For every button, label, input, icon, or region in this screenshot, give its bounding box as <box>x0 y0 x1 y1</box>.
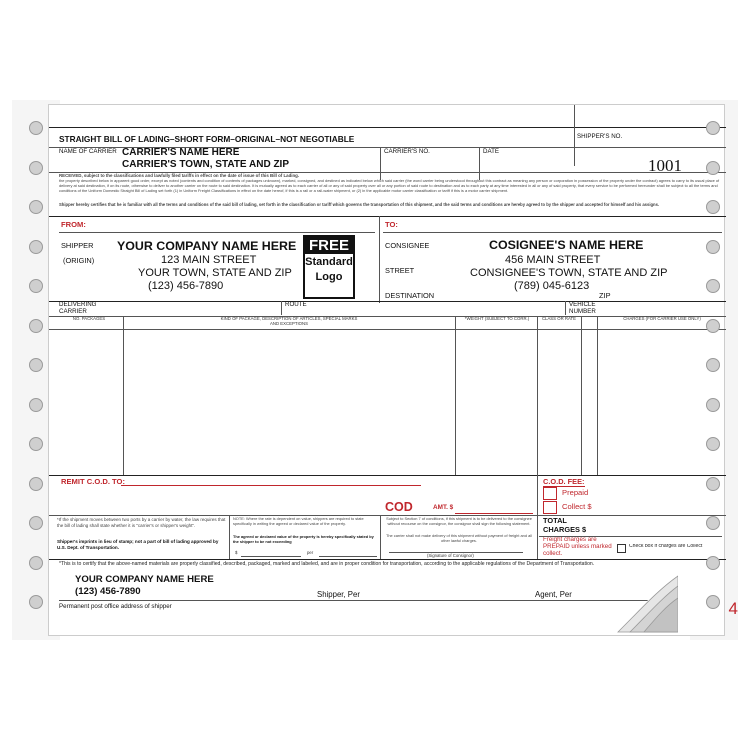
collect-label: Collect $ <box>562 502 592 511</box>
route-label: ROUTE <box>285 301 307 308</box>
prepaid-label: Prepaid <box>562 488 589 497</box>
declared-value-note: The agreed or declared value of the property is hereby specifically stated by the shipper to be not exceeding <box>233 535 374 544</box>
right-feed-hole <box>706 121 720 135</box>
origin-label: (ORIGIN) <box>63 256 95 265</box>
water-note: *If the shipment moves between two ports by a carrier by water, the law requires that the bill of lading shall state whether it is "carrier's or shipper's weight". <box>57 517 226 528</box>
cod-fee-label: C.O.D. FEE: <box>543 477 585 486</box>
vehicle-number-label: VEHICLE NUMBER <box>569 301 596 315</box>
right-feed-hole <box>706 319 720 333</box>
consignee-label: CONSIGNEE <box>385 241 430 250</box>
carrier-town[interactable]: CARRIER'S TOWN, STATE AND ZIP <box>122 159 290 170</box>
charges-header: CHARGES (FOR CARRIER USE ONLY) <box>623 316 701 321</box>
shipper-street[interactable]: 123 MAIN STREET <box>161 254 257 266</box>
left-feed-hole <box>29 161 43 175</box>
page-curl-carbon-copies <box>612 572 678 634</box>
total-label: TOTAL <box>543 516 567 525</box>
check-box-note: Check box if charges are Collect <box>629 544 703 549</box>
terms-certify: Shipper hereby certifies that he is familiar with all the terms and conditions of the said bill of lading, set forth in the classification or tariff which governs the transportation of this shipment, and the said terms and conditions are hereby agreed to by the shipper and accepted for himself and his assigns. <box>59 202 660 207</box>
cod-amount-label: AMT. $ <box>433 504 454 511</box>
shipper-label: SHIPPER <box>61 241 94 250</box>
left-feed-hole <box>29 279 43 293</box>
footer-certification: *This is to certify that the above-named materials are properly classified, described, packaged, marked and labeled, and are in proper condition for transportation, according to the applicable regulations of the Department of Transportation. <box>59 561 595 567</box>
prepaid-checkbox[interactable] <box>543 487 557 500</box>
footer-phone[interactable]: (123) 456-7890 <box>75 586 141 597</box>
street-label: STREET <box>385 266 415 275</box>
consignee-town[interactable]: CONSIGNEE'S TOWN, STATE AND ZIP <box>470 267 668 279</box>
packages-header: NO. PACKAGES <box>72 316 106 321</box>
left-feed-hole <box>29 437 43 451</box>
free-standard-logo <box>303 235 355 299</box>
part-number: 4 <box>728 599 738 618</box>
shipper-company[interactable]: YOUR COMPANY NAME HERE <box>117 239 297 253</box>
left-feed-hole <box>29 516 43 530</box>
logo-line2: Logo <box>315 271 343 283</box>
total-charges-label: CHARGES $ <box>543 525 587 534</box>
left-feed-hole <box>29 477 43 491</box>
freight-prepaid-note: Freight charges are PREPAID unless marked collect. <box>543 537 612 557</box>
right-feed-hole <box>706 398 720 412</box>
right-feed-hole <box>706 279 720 293</box>
logo-line1: Standard <box>305 256 353 268</box>
right-feed-hole <box>706 477 720 491</box>
value-note: NOTE: Where the rate is dependent on value, shippers are required to state specifically in writing the agreed or declared value of the property. <box>233 517 364 526</box>
remit-cod-label: REMIT C.O.D. TO: <box>61 477 125 486</box>
left-feed-hole <box>29 200 43 214</box>
date-label: DATE <box>483 148 500 155</box>
to-label: TO: <box>385 220 398 229</box>
logo-free: FREE <box>305 237 353 254</box>
collect-charges-checkbox[interactable] <box>617 544 626 553</box>
shipper-per-label: Shipper, Per <box>317 590 360 599</box>
right-feed-hole <box>706 200 720 214</box>
dollar-sign: $ <box>235 550 238 555</box>
right-feed-hole <box>706 595 720 609</box>
consignor-signature-label: (Signature of Consignor) <box>427 553 474 558</box>
cod-label: COD <box>385 500 413 514</box>
left-feed-hole <box>29 595 43 609</box>
left-feed-hole <box>29 121 43 135</box>
agent-per-label: Agent, Per <box>535 590 572 599</box>
section7-note: Subject to Section 7 of conditions, if this shipment is to be delivered to the consignee without recourse on the consignor, the consignor shall sign the following statement. <box>386 517 532 526</box>
zip-label: ZIP <box>599 291 611 300</box>
shipper-town[interactable]: YOUR TOWN, STATE AND ZIP <box>138 267 292 279</box>
form-title: STRAIGHT BILL OF LADING–SHORT FORM–ORIGINAL–NOT NEGOTIABLE <box>59 134 355 144</box>
carrier-name[interactable]: CARRIER'S NAME HERE <box>122 147 240 158</box>
right-feed-hole <box>706 240 720 254</box>
right-feed-hole <box>706 556 720 570</box>
shippers-number[interactable]: 1001 <box>648 156 682 175</box>
delivering-carrier-label: DELIVERING CARRIER <box>59 301 97 315</box>
shipper-phone[interactable]: (123) 456-7890 <box>148 280 224 292</box>
left-feed-hole <box>29 398 43 412</box>
consignee-name[interactable]: COSIGNEE'S NAME HERE <box>489 238 644 252</box>
name-of-carrier-label: NAME OF CARRIER <box>59 148 117 155</box>
bill-of-lading-form <box>48 104 725 636</box>
shippers-no-label: SHIPPER'S NO. <box>577 133 623 140</box>
permanent-address-label: Permanent post office address of shipper <box>59 603 172 610</box>
class-header: CLASS OR RATE <box>541 316 577 321</box>
terms-body: the property described below in apparent good order, except as noted (contents and condition of contents of packages unknown), marked, consigned, and destined as indicated below which said carrier (the word carrier being understood throughout this contract as meaning any person or corporation in possession of the property under the contract) agrees to carry to its usual place of delivery at said destination, if on its route, otherwise to deliver to another carrier on the route to said destination. It is mutually agreed as to each carrier of all or any of said property over all or any portion of said route to destination and as to each party at any time interested in all or any of said property, that every service to be performed hereunder shall be subject to all the terms and conditions of the Uniform Domestic Straight Bill of Lading set forth (1) in Uniform Freight Classifications in effect on the date hereof, if this is a rail or a rail-water shipment, or (2) in the applicable motor carrier classification or tariff if this is a motor carrier shipment. <box>59 179 720 193</box>
destination-label: DESTINATION <box>385 291 435 300</box>
left-feed-hole <box>29 556 43 570</box>
terms-lead: RECEIVED, subject to the classifications and lawfully filed tariffs in effect on the date of issue of this Bill of Lading. <box>59 173 300 178</box>
right-feed-hole <box>706 161 720 175</box>
left-feed-hole <box>29 319 43 333</box>
left-feed-hole <box>29 358 43 372</box>
consignee-phone[interactable]: (789) 045-6123 <box>514 280 590 292</box>
weight-header: *WEIGHT (SUBJECT TO CORR.) <box>464 316 530 321</box>
footer-company[interactable]: YOUR COMPANY NAME HERE <box>75 574 214 585</box>
right-feed-hole <box>706 437 720 451</box>
per-label: per <box>307 550 314 555</box>
description-header: KIND OF PACKAGE, DESCRIPTION OF ARTICLES, SPECIAL MARKS AND EXCEPTIONS <box>220 316 358 326</box>
right-feed-hole <box>706 516 720 530</box>
from-label: FROM: <box>61 220 86 229</box>
carriers-no-label: CARRIER'S NO. <box>384 148 430 155</box>
left-feed-hole <box>29 240 43 254</box>
imprints-note: Shipper's imprints in lieu of stamp; not a part of bill of lading approved by U.S. Dept. of Transportation. <box>57 539 219 550</box>
right-feed-hole <box>706 358 720 372</box>
collect-checkbox[interactable] <box>543 501 557 514</box>
carrier-statement: The carrier shall not make delivery of this shipment without payment of freight and all other lawful charges. <box>386 534 532 543</box>
consignee-street[interactable]: 456 MAIN STREET <box>505 254 601 266</box>
